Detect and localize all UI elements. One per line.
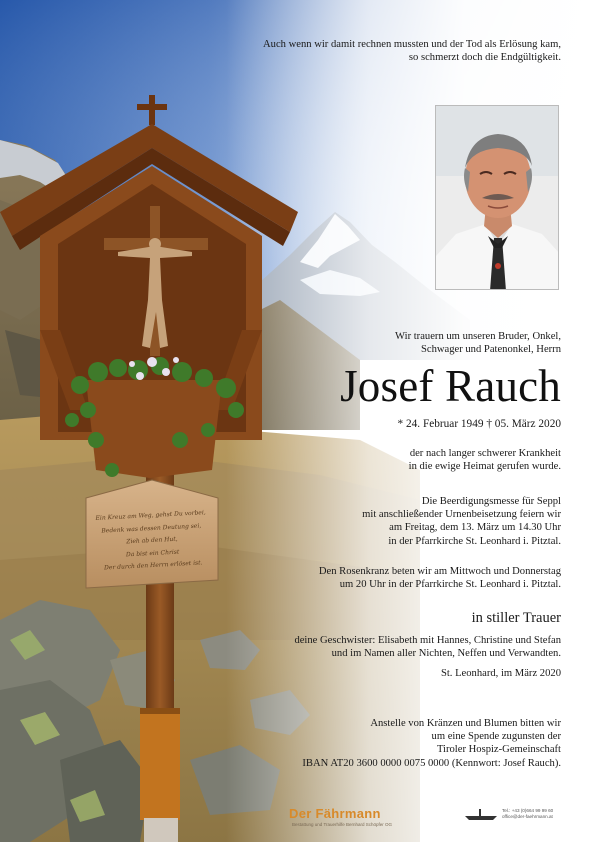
mourning-heading: in stiller Trauer: [471, 610, 561, 626]
sign-line-2: Bedenk was dessen Deutung sei,: [101, 521, 202, 535]
sign-line-5: Der durch den Herrn erlöset ist.: [103, 559, 203, 572]
motto: [263, 38, 561, 65]
rosary-line-2: um 20 Uhr in der Pfarrkirche St. Leonhard i. Pitztal.: [339, 579, 561, 591]
illness-line-1: der nach langer schwerer Krankheit: [409, 448, 561, 459]
donation-line-3: Tiroler Hospiz-Gemeinschaft: [436, 744, 561, 756]
donation-line-1: Anstelle von Kränzen und Blumen bitten wir: [370, 718, 561, 729]
intro-text: [395, 330, 561, 356]
mourners-line-1: deine Geschwister: Elisabeth mit Hannes, Christine und Stefan: [294, 635, 561, 646]
rosary-info: [319, 565, 561, 591]
motto-line-1: Auch wenn wir damit rechnen mussten und der Tod als Erlösung kam,: [263, 39, 561, 50]
rosary-line-1: Den Rosenkranz beten wir am Mittwoch und Donnerstag: [318, 566, 561, 577]
portrait-photo: [435, 105, 559, 290]
shrine-sign-text: [86, 507, 217, 576]
funeral-home-logo: Der Fährmann: [289, 806, 381, 821]
motto-line-2: so schmerzt doch die Endgültigkeit.: [408, 52, 561, 64]
sign-line-1: Ein Kreuz am Weg, gehst Du vorbei,: [95, 509, 206, 522]
donation-line-4: IBAN AT20 3600 0000 0075 0000 (Kennwort: Josef Rauch).: [302, 757, 561, 769]
donation-info: [302, 717, 561, 770]
funeral-line-4: in der Pfarrkirche St. Leonhard i. Pitztal.: [388, 535, 561, 547]
funeral-line-2: mit anschließender Urnenbeisetzung feiern wir: [362, 509, 561, 521]
contact-phone: Tel.: +43 (0)664 99 99 60: [502, 808, 554, 813]
deceased-name: Josef Rauch: [340, 361, 561, 411]
boat-logo-icon: [463, 808, 499, 822]
mourners-line-2: und im Namen aller Nichten, Neffen und Verwandten.: [331, 648, 561, 660]
donation-line-2: um eine Spende zugunsten der: [431, 731, 561, 743]
funeral-home-subtitle: Bestattung und Trauerhilfe Bernhard Schöpfer OG: [292, 822, 393, 827]
illness-line-2: in die ewige Heimat gerufen wurde.: [408, 461, 561, 473]
mourners-list: [294, 634, 561, 660]
sign-line-4: Da bist ein Christ: [125, 548, 180, 558]
illness-text: [409, 447, 561, 473]
intro-line-2: Schwager und Patenonkel, Herrn: [420, 344, 561, 356]
place-date: St. Leonhard, im März 2020: [440, 668, 561, 679]
contact-email: office@der-faehrmann.at: [502, 814, 553, 819]
funeral-info: [362, 495, 561, 548]
funeral-line-3: am Freitag, dem 13. März um 14.30 Uhr: [389, 522, 561, 534]
funeral-home-contact: [502, 808, 553, 820]
sign-line-3: Zieh ab den Hut,: [126, 535, 178, 546]
intro-line-1: Wir trauern um unseren Bruder, Onkel,: [395, 331, 561, 342]
life-dates: * 24. Februar 1949 † 05. März 2020: [397, 418, 561, 430]
funeral-line-1: Die Beerdigungsmesse für Seppl: [421, 496, 561, 507]
